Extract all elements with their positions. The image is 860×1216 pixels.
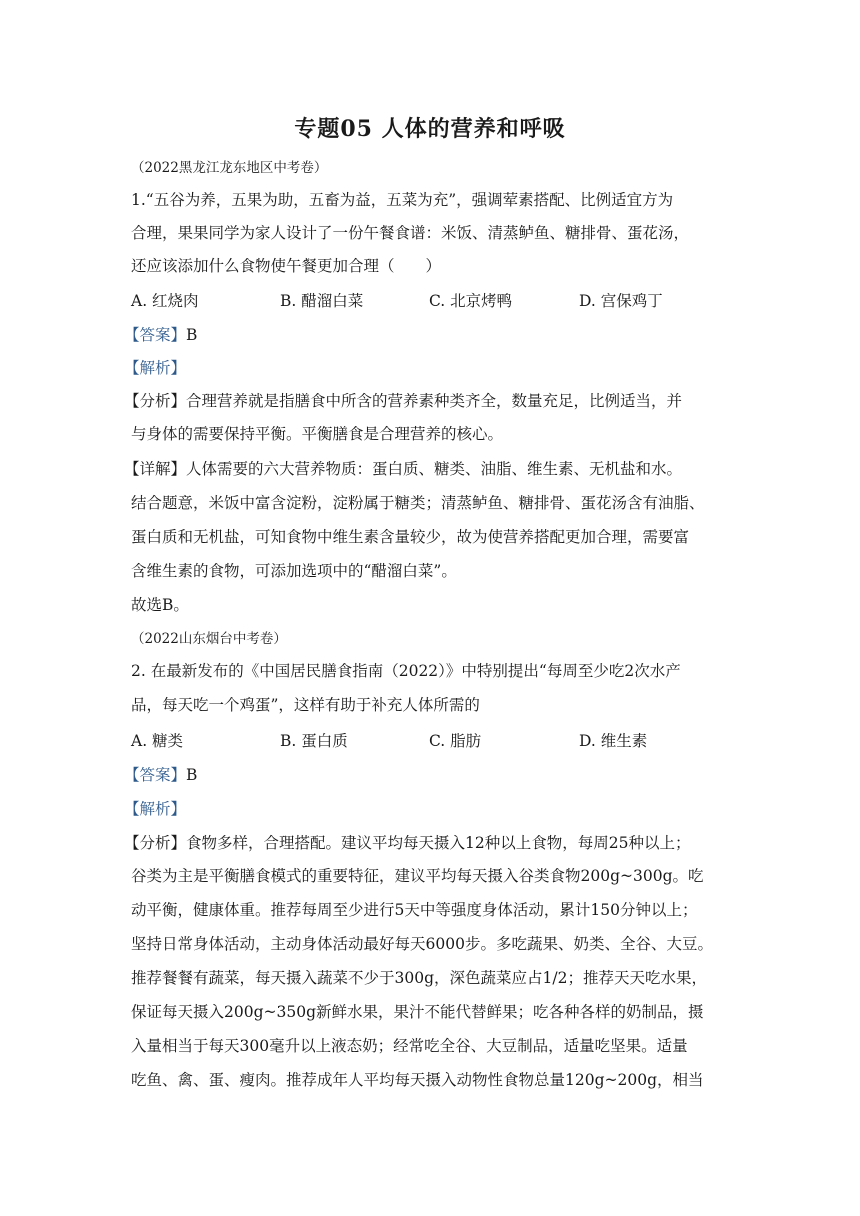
analysis-tag: 【解析】	[124, 359, 187, 377]
q2-option-c: C. 脂肪	[429, 732, 482, 750]
q2-option-b: B. 蛋白质	[280, 732, 348, 750]
answer-tag: 【答案】	[124, 326, 187, 344]
q1-fenxi-line: 与身体的需要保持平衡。平衡膳食是合理营养的核心。	[131, 425, 504, 443]
fenxi-text: 合理营养就是指膳食中所含的营养素种类齐全，数量充足，比例适当，并	[186, 392, 683, 410]
xiangjie-tag: 【详解】	[124, 460, 187, 478]
q2-fenxi-line: 动平衡，健康体重。推荐每周至少进行5天中等强度身体活动，累计150分钟以上；	[131, 901, 698, 919]
q2-fenxi-line: 坚持日常身体活动，主动身体活动最好每天6000步。多吃蔬果、奶类、全谷、大豆。	[131, 935, 713, 953]
q2-stem-line: 品，每天吃一个鸡蛋”，这样有助于补充人体所需的	[131, 696, 480, 714]
q1-xiangjie-line: 结合题意，米饭中富含淀粉，淀粉属于糖类；清蒸鲈鱼、糖排骨、蛋花汤含有油脂、	[131, 494, 705, 512]
q1-option-c: C. 北京烤鸭	[429, 292, 513, 310]
q1-stem-line: 还应该添加什么食物使午餐更加合理（ ）	[131, 257, 442, 275]
q2-source: （2022山东烟台中考卷）	[131, 631, 287, 647]
q2-fenxi-line: 谷类为主是平衡膳食模式的重要特征，建议平均每天摄入谷类食物200g~300g。吃	[131, 867, 704, 885]
q1-option-a: A. 红烧肉	[131, 292, 199, 310]
q2-stem-line: 2. 在最新发布的《中国居民膳食指南（2022）》中特别提出“每周至少吃2次水产	[131, 662, 681, 680]
q1-stem-line: 合理，果果同学为家人设计了一份午餐食谱：米饭、清蒸鲈鱼、糖排骨、蛋花汤，	[131, 224, 690, 242]
q1-xiangjie-line	[124, 458, 724, 480]
q1-analysis-heading	[124, 357, 724, 379]
q2-fenxi-line	[124, 832, 724, 854]
q1-conclusion: 故选B。	[131, 596, 189, 614]
q1-source: （2022黑龙江龙东地区中考卷）	[131, 160, 328, 176]
q1-stem-line: 1.“五谷为养，五果为助，五畜为益，五菜为充”，强调荤素搭配、比例适宜方为	[131, 191, 674, 209]
q2-fenxi-line: 推荐餐餐有蔬菜，每天摄入蔬菜不少于300g，深色蔬菜应占1/2；推荐天天吃水果，	[131, 969, 707, 987]
fenxi-tag: 【分析】	[124, 392, 187, 410]
page-title: 专题05 人体的营养和呼吸	[294, 116, 566, 142]
xiangjie-text: 人体需要的六大营养物质：蛋白质、糖类、油脂、维生素、无机盐和水。	[186, 460, 683, 478]
answer-value: B	[186, 326, 198, 344]
q2-fenxi-line: 吃鱼、禽、蛋、瘦肉。推荐成年人平均每天摄入动物性食物总量120g~200g，相当	[131, 1071, 704, 1089]
fenxi-text: 食物多样，合理搭配。建议平均每天摄入12种以上食物，每周25种以上；	[186, 834, 691, 852]
q2-option-a: A. 糖类	[131, 732, 184, 750]
q2-fenxi-line: 入量相当于每天300毫升以上液态奶；经常吃全谷、大豆制品，适量吃坚果。适量	[131, 1037, 688, 1055]
analysis-tag: 【解析】	[124, 800, 187, 818]
q1-answer	[124, 324, 724, 346]
q2-fenxi-line: 保证每天摄入200g~350g新鲜水果，果汁不能代替鲜果；吃各种各样的奶制品，摄	[131, 1003, 704, 1021]
answer-tag: 【答案】	[124, 766, 187, 784]
q2-answer	[124, 764, 724, 786]
q2-analysis-heading	[124, 798, 724, 820]
q1-xiangjie-line: 含维生素的食物，可添加选项中的“醋溜白菜”。	[131, 562, 457, 580]
q1-option-d: D. 宫保鸡丁	[579, 292, 663, 310]
q1-xiangjie-line: 蛋白质和无机盐，可知食物中维生素含量较少，故为使营养搭配更加合理，需要富	[131, 528, 690, 546]
q1-fenxi-line	[124, 390, 724, 412]
fenxi-tag: 【分析】	[124, 834, 187, 852]
q2-option-d: D. 维生素	[579, 732, 648, 750]
answer-value: B	[186, 766, 198, 784]
q1-option-b: B. 醋溜白菜	[280, 292, 364, 310]
